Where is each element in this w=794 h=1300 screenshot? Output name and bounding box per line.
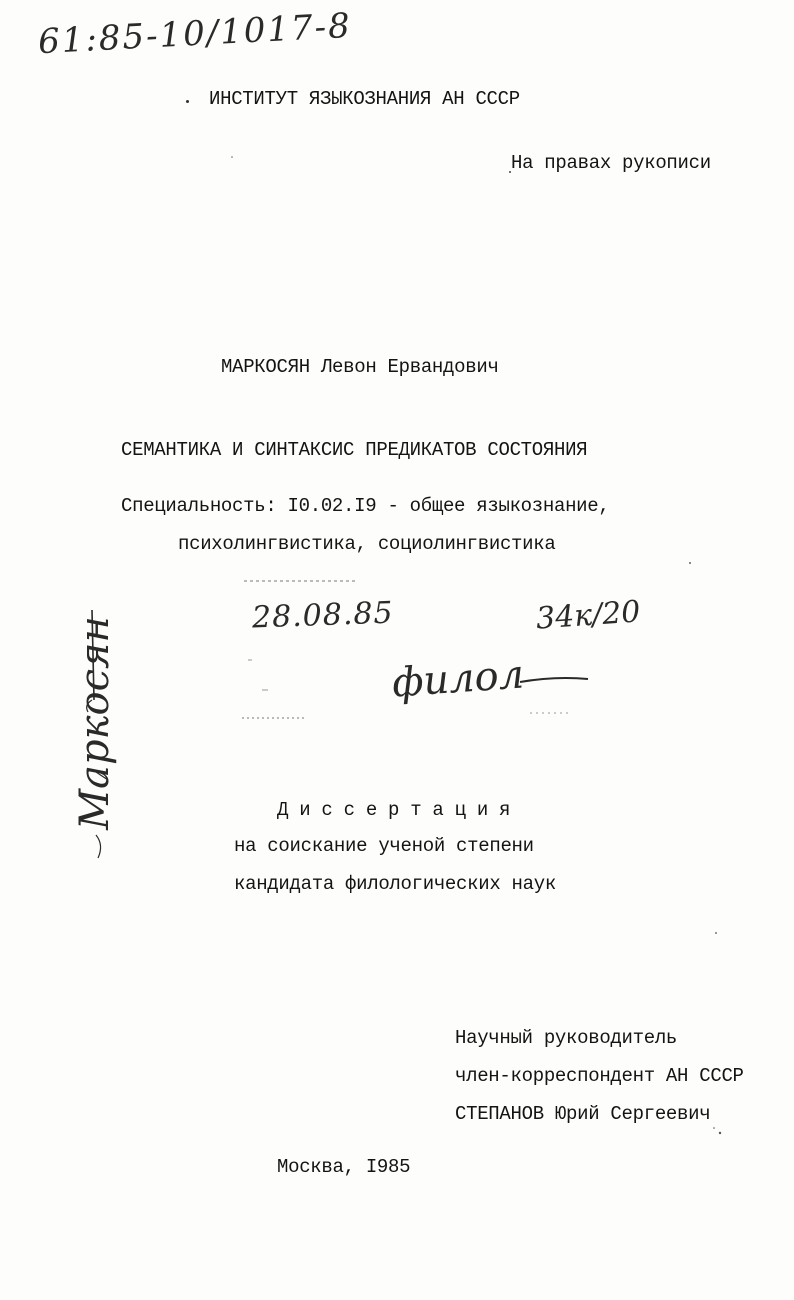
dissertation-line-2: кандидата филологических наук: [234, 873, 556, 895]
author-name: МАРКОСЯН Левон Ервандович: [221, 356, 499, 378]
bullet-dot: [186, 100, 189, 103]
supervisor-name: СТЕПАНОВ Юрий Сергеевич: [455, 1103, 711, 1125]
specialty-line-2: психолингвистика, социолингвистика: [178, 533, 556, 555]
dissertation-title: СЕМАНТИКА И СИНТАКСИС ПРЕДИКАТОВ СОСТОЯНИЯ: [121, 439, 588, 461]
institute-name: ИНСТИТУТ ЯЗЫКОЗНАНИЯ АН СССР: [209, 88, 520, 110]
handwritten-annotation: филол: [390, 651, 526, 707]
rights-notice: На правах рукописи: [511, 152, 711, 174]
margin-signature: Маркосян: [71, 616, 118, 830]
dissertation-line-1: на соискание ученой степени: [234, 835, 534, 857]
dissertation-heading: Д и с с е р т а ц и я: [277, 799, 511, 821]
supervisor-rank: член-корреспондент АН СССР: [455, 1065, 744, 1087]
handwritten-catalog-number: 61:85-10/1017-8: [37, 5, 353, 63]
supervisor-role: Научный руководитель: [455, 1027, 678, 1049]
handwritten-code: 34к/20: [534, 594, 642, 637]
specialty-line-1: Специальность: I0.02.I9 - общее языкознание,: [121, 495, 610, 517]
city-year: Москва, I985: [277, 1156, 411, 1178]
handwritten-date: 28.08.85: [251, 595, 395, 636]
